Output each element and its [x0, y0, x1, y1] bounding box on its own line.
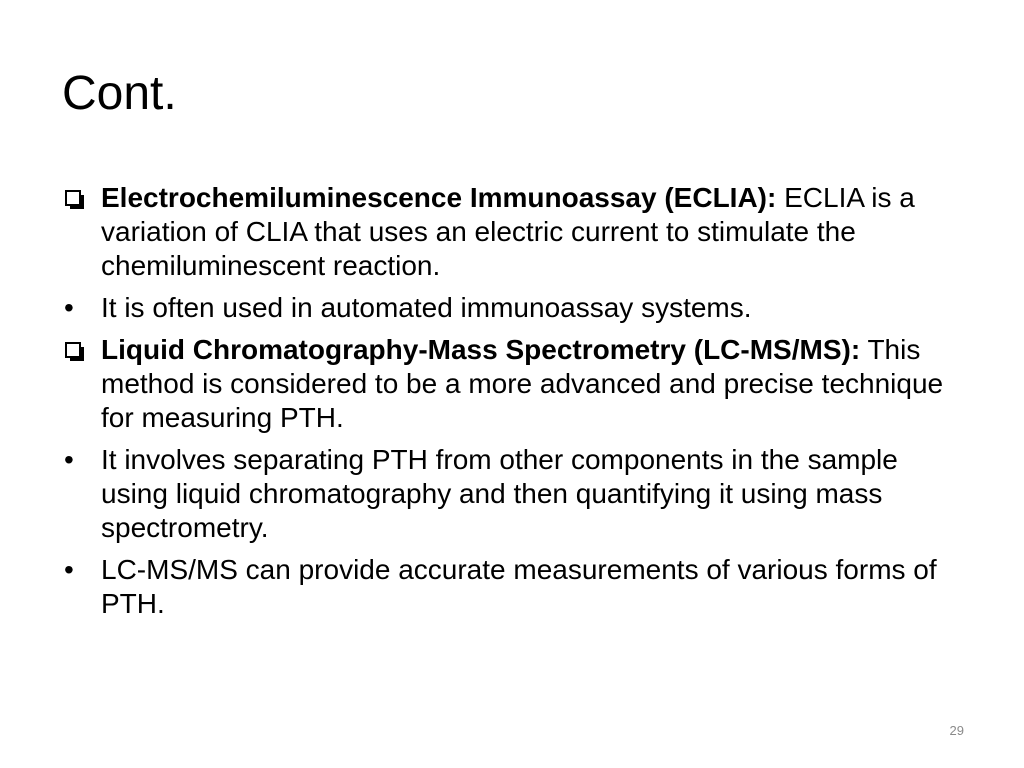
- list-item-accurate: [62, 553, 972, 621]
- list-item-separating: [62, 443, 972, 545]
- item-text: ECLIA is a variation of CLIA that uses an electric current to stimulate the chemiluminescent reaction.: [101, 182, 915, 281]
- bullet-icon: [62, 291, 92, 325]
- checkbox-bullet-icon: [62, 333, 92, 367]
- item-heading: Liquid Chromatography-Mass Spectrometry (LC-MS/MS):: [101, 334, 861, 365]
- item-text: This method is considered to be a more advanced and precise technique for measuring PTH.: [101, 334, 944, 433]
- item-text: It involves separating PTH from other components in the sample using liquid chromatography and then quantifying it using mass spectrometry.: [101, 444, 898, 543]
- bullet-icon: [62, 443, 92, 477]
- slide-number: 29: [949, 723, 964, 738]
- item-text: LC-MS/MS can provide accurate measurements of various forms of PTH.: [101, 554, 937, 619]
- bullet-icon: [62, 553, 92, 587]
- list-item-automated: [62, 291, 972, 325]
- slide-title: Cont.: [62, 67, 177, 120]
- bullet-glyph: •: [64, 444, 74, 475]
- checkbox-bullet-icon: [62, 181, 92, 215]
- slide-content: [62, 181, 972, 629]
- bullet-glyph: •: [64, 554, 74, 585]
- list-item-eclia: [62, 181, 972, 283]
- item-text: It is often used in automated immunoassay systems.: [101, 292, 752, 323]
- item-heading: Electrochemiluminescence Immunoassay (ECLIA):: [101, 182, 777, 213]
- list-item-lcms: [62, 333, 972, 435]
- bullet-glyph: •: [64, 292, 74, 323]
